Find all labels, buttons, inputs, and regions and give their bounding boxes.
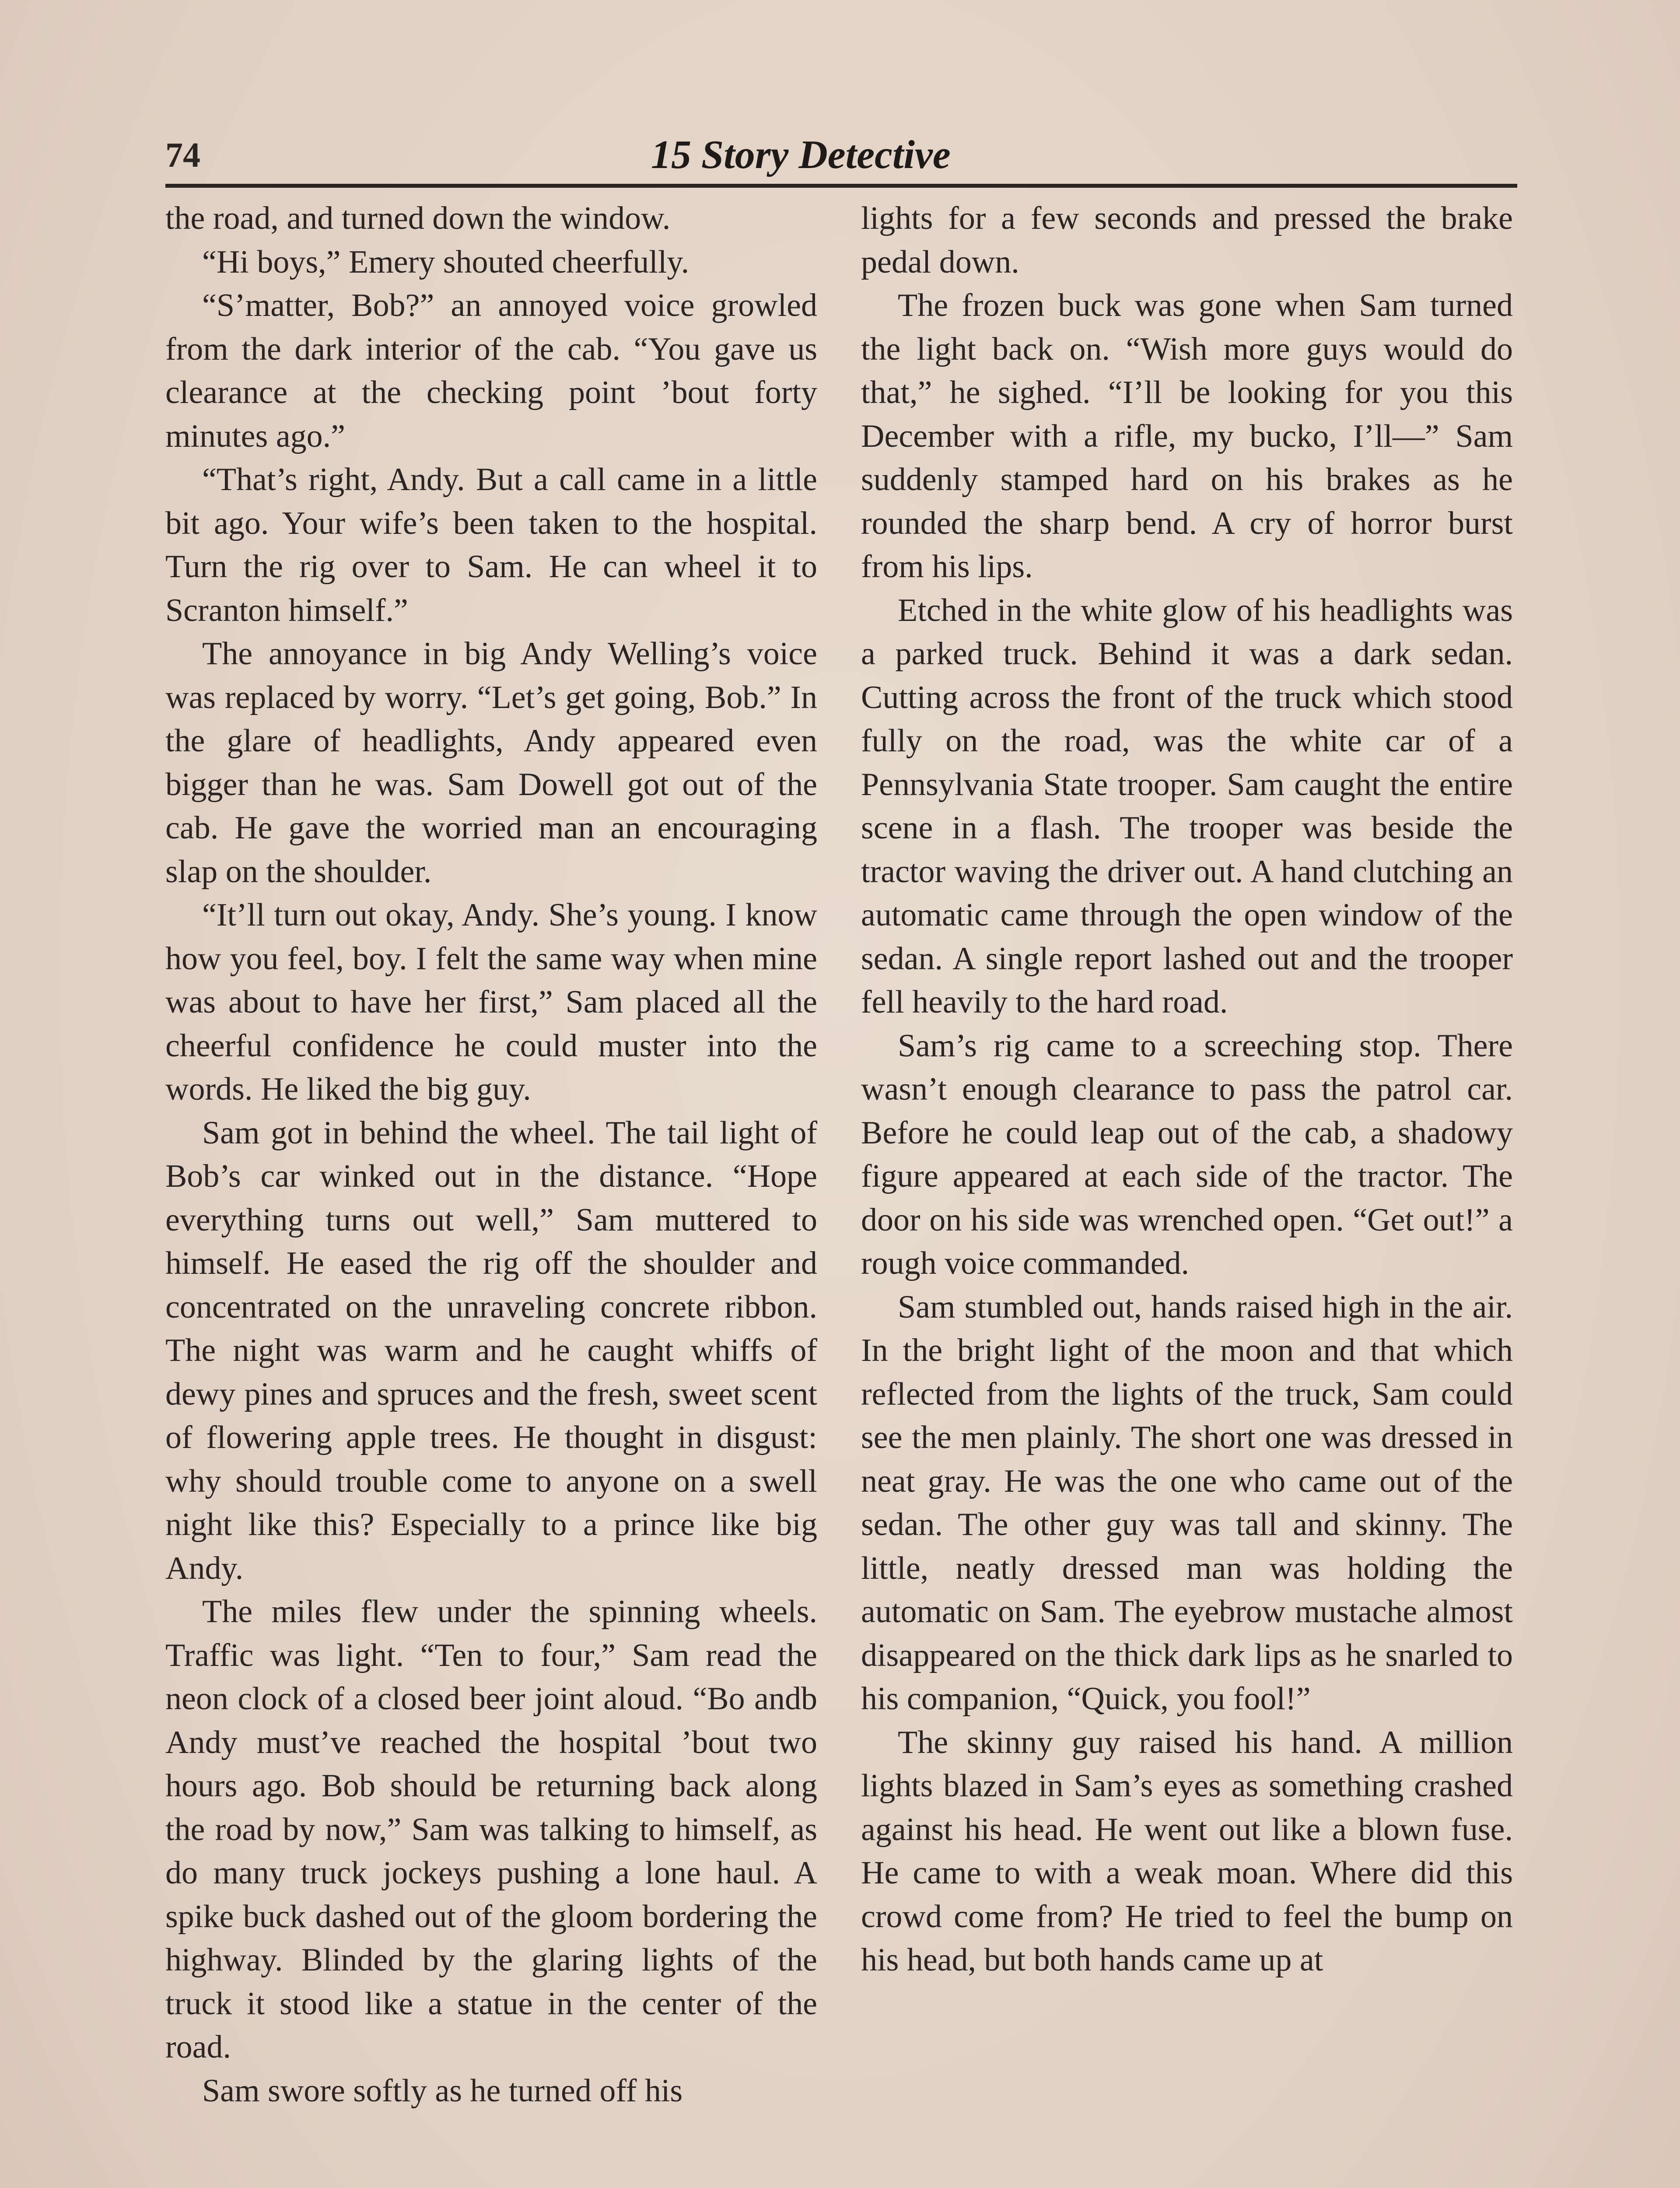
paragraph: Sam got in behind the wheel. The tail light of Bob’s car winked out in the distance. “Hope everything turns out well,” Sam muttered to himself. He eased the rig off the shoulder and concentrated on the unraveling concrete ribbon. The night was warm and he caught whiffs of dewy pines and spruces and the fresh, sweet scent of flowering apple trees. He thought in disgust: why should trouble come to anyone on a swell night like this? Especially to a prince like big Andy.: [165, 1115, 817, 1586]
paragraph: Sam stumbled out, hands raised high in the air. In the bright light of the moon and that which reflected from the lights of the truck, Sam could see the men plainly. The short one was dressed in neat gray. He was the one who came out of the sedan. The other guy was tall and skinny. The little, neatly dressed man was holding the automatic on Sam. The eyebrow mustache almost disappeared on the thick dark lips as he snarled to his companion, “Quick, you fool!”: [861, 1289, 1513, 1717]
paragraph: The annoyance in big Andy Welling’s voice was replaced by worry. “Let’s get going, Bob.” In the glare of headlights, Andy appeared even bigger than he was. Sam Dowell got out of the cab. He gave the worried man an encouraging slap on the shoulder.: [165, 636, 817, 890]
paragraph: Sam’s rig came to a screeching stop. There wasn’t enough clearance to pass the patrol car. Before he could leap out of the cab, a shadowy figure appeared at each side of the tractor. The door on his side was wrenched open. “Get out!” a rough voice commanded.: [861, 1027, 1513, 1281]
right-column: [861, 197, 1513, 2188]
header-rule: [165, 184, 1517, 188]
paragraph: the road, and turned down the window.: [165, 200, 671, 236]
paragraph: “It’ll turn out okay, Andy. She’s young. I know how you feel, boy. I felt the same way when mine was about to have her first,” Sam placed all the cheerful confidence he could muster into the words. He liked the big guy.: [165, 897, 817, 1107]
page-number: 74: [165, 136, 200, 175]
paragraph: The frozen buck was gone when Sam turned the light back on. “Wish more guys would do that,” he sighed. “I’ll be looking for you this December with a rifle, my bucko, I’ll—” Sam suddenly stamped hard on his brakes as he rounded the sharp bend. A cry of horror burst from his lips.: [861, 288, 1513, 585]
paragraph: “S’matter, Bob?” an annoyed voice growled from the dark interior of the cab. “You gave us clearance at the checking point ’bout forty minutes ago.”: [165, 288, 817, 454]
paragraph: lights for a few seconds and pressed the brake pedal down.: [861, 200, 1513, 280]
running-title: 15 Story Detective: [651, 132, 951, 177]
paragraph: The skinny guy raised his hand. A million lights blazed in Sam’s eyes as something crashed against his head. He went out like a blown fuse. He came to with a weak moan. Where did this crowd come from? He tried to feel the bump on his head, but both hands came up at: [861, 1724, 1513, 1978]
paragraph: Sam swore softly as he turned off his: [202, 2072, 683, 2109]
left-column: [165, 197, 817, 2188]
paragraph: Etched in the white glow of his headlights was a parked truck. Behind it was a dark sedan. Cutting across the front of the truck which stood fully on the road, was the white car of a Pennsylvania State trooper. Sam caught the entire scene in a flash. The trooper was beside the tractor waving the driver out. A hand clutching an automatic came through the open window of the sedan. A single report lashed out and the trooper fell heavily to the hard road.: [861, 592, 1513, 1020]
paragraph: “That’s right, Andy. But a call came in a little bit ago. Your wife’s been taken to the hospital. Turn the rig over to Sam. He can wheel it to Scranton himself.”: [165, 462, 817, 628]
page-header: [165, 127, 1517, 188]
paragraph: The miles flew under the spinning wheels. Traffic was light. “Ten to four,” Sam read the neon clock of a closed beer joint aloud. “Bo andb Andy must’ve reached the hospital ’bout two hours ago. Bob should be returning back along the road by now,” Sam was talking to himself, as do many truck jockeys pushing a lone haul. A spike buck dashed out of the gloom bordering the highway. Blinded by the glaring lights of the truck it stood like a statue in the center of the road.: [165, 1594, 817, 2065]
paragraph: “Hi boys,” Emery shouted cheerfully.: [202, 244, 690, 280]
